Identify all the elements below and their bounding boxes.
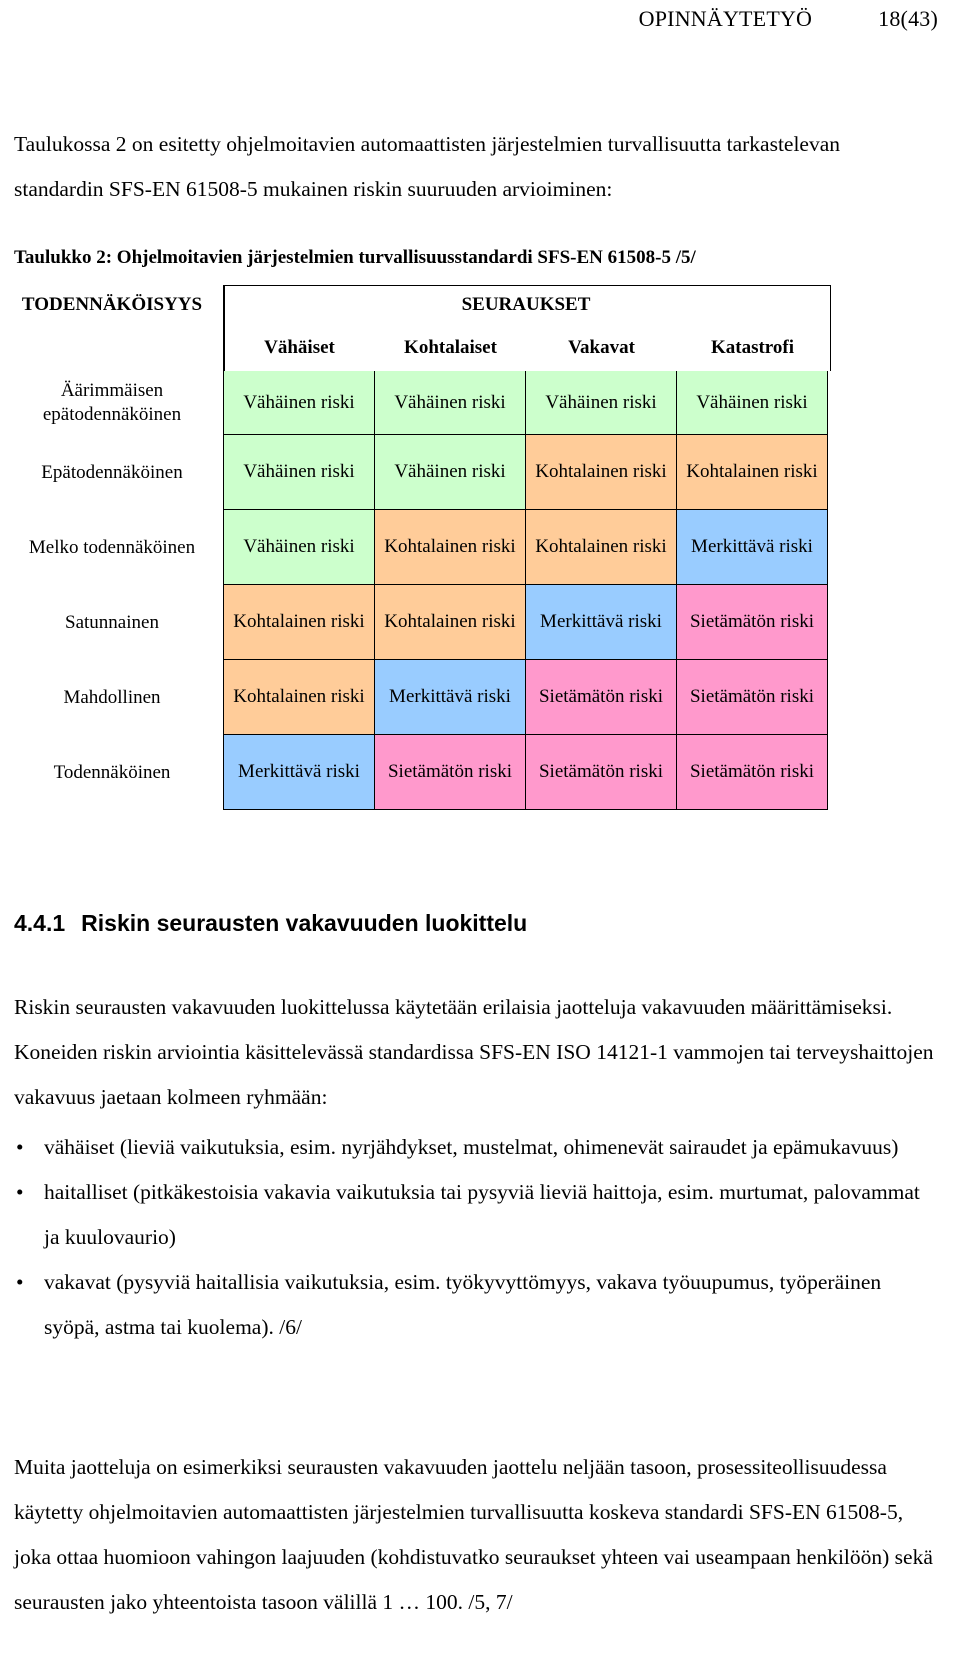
risk-cell: Kohtalainen riski (375, 585, 526, 660)
risk-matrix (0, 285, 878, 822)
column-header-3: Vakavat (568, 337, 635, 358)
risk-cell: Sietämätön riski (677, 660, 828, 735)
list-item-text: vakavat (pysyviä haitallisia vaikutuksia, esim. työkyvyttömyys, vakava työuupumus, työperäinen syöpä, astma tai kuolema). /6/ (44, 1270, 882, 1339)
risk-cell: Vähäinen riski (375, 435, 526, 510)
section-heading (14, 910, 527, 937)
body-paragraph-1: Riskin seurausten vakavuuden luokittelussa käytetään erilaisia jaotteluja vakavuuden määrittämiseksi. Koneiden riskin arviointia käsittelevässä standardissa SFS-EN ISO 14121-1 vammojen tai terveyshaittojen vakavuus jaetaan kolmeen ryhmään: (14, 995, 934, 1109)
risk-cell: Vähäinen riski (224, 510, 375, 585)
risk-cell: Sietämätön riski (526, 735, 677, 810)
risk-cell: Merkittävä riski (526, 585, 677, 660)
row-label-6: Todennäköinen (53, 761, 171, 783)
page-header (639, 6, 938, 32)
bullet-icon: • (16, 1180, 24, 1204)
risk-cell: Sietämätön riski (677, 735, 828, 810)
risk-cell: Vähäinen riski (677, 371, 828, 435)
document-type: OPINNÄYTETYÖ (638, 6, 813, 31)
risk-cell: Kohtalainen riski (224, 660, 375, 735)
risk-cell: Merkittävä riski (375, 660, 526, 735)
risk-cell: Kohtalainen riski (526, 435, 677, 510)
list-item (14, 1125, 939, 1170)
column-header-4: Katastrofi (710, 337, 795, 358)
consequences-header: SEURAUKSET (461, 294, 591, 315)
list-item-text: haitalliset (pitkäkestoisia vakavia vaikutuksia tai pysyviä lieviä haittoja, esim. murtumat, palovammat ja kuulovaurio) (44, 1180, 920, 1249)
row-label-2: Epätodennäköinen (41, 461, 183, 483)
risk-cell: Kohtalainen riski (526, 510, 677, 585)
intro-paragraph: Taulukossa 2 on esitetty ohjelmoitavien automaattisten järjestelmien turvallisuutta tarkastelevan standardin SFS-EN 61508-5 mukainen riskin suuruuden arvioiminen: (14, 132, 841, 201)
bullet-icon: • (16, 1270, 24, 1294)
column-header-2: Kohtalaiset (404, 337, 497, 358)
risk-cell: Kohtalainen riski (224, 585, 375, 660)
bullet-icon: • (16, 1135, 24, 1159)
list-item (14, 1170, 939, 1260)
list-item (14, 1260, 939, 1350)
risk-cell: Kohtalainen riski (375, 510, 526, 585)
row-label-5: Mahdollinen (63, 686, 161, 708)
risk-cell: Vähäinen riski (526, 371, 677, 435)
probability-header: TODENNÄKÖISYYS (21, 294, 203, 315)
risk-cell: Merkittävä riski (677, 510, 828, 585)
risk-cell: Sietämätön riski (375, 735, 526, 810)
row-label-1: Äärimmäisen epätodennäköinen (42, 380, 182, 425)
row-label-4: Satunnainen (65, 611, 159, 633)
table-caption: Taulukko 2: Ohjelmoitavien järjestelmien turvallisuusstandardi SFS-EN 61508-5 /5/ (14, 247, 696, 268)
risk-cell: Vähäinen riski (224, 371, 375, 435)
row-label-3: Melko todennäköinen (28, 536, 196, 558)
risk-cell: Kohtalainen riski (677, 435, 828, 510)
section-title: Riskin seurausten vakavuuden luokittelu (81, 910, 528, 936)
page-number: 18(43) (878, 6, 938, 31)
list-item-text: vähäiset (lieviä vaikutuksia, esim. nyrjähdykset, mustelmat, ohimenevät sairaudet ja epämukavuus) (44, 1135, 899, 1159)
risk-cell: Vähäinen riski (224, 435, 375, 510)
body-paragraph-2: Muita jaotteluja on esimerkiksi seurausten vakavuuden jaottelu neljään tasoon, prosessiteollisuudessa käytetty ohjelmoitavien automaattisten järjestelmien turvallisuutta koskeva standardi SFS-EN 61508-5, joka ottaa huomioon vahingon laajuuden (kohdistuvatko seuraukset yhteen vai useampaan henkilöön) sekä seurausten jako yhteentoista tasoon välillä 1 … 100. /5, 7/ (14, 1455, 933, 1614)
severity-list (14, 1125, 939, 1350)
risk-cell: Sietämätön riski (677, 585, 828, 660)
risk-cell: Merkittävä riski (224, 735, 375, 810)
risk-cell: Sietämätön riski (526, 660, 677, 735)
section-number: 4.4.1 (14, 910, 66, 936)
column-header-1: Vähäiset (264, 337, 335, 358)
risk-cell: Vähäinen riski (375, 371, 526, 435)
